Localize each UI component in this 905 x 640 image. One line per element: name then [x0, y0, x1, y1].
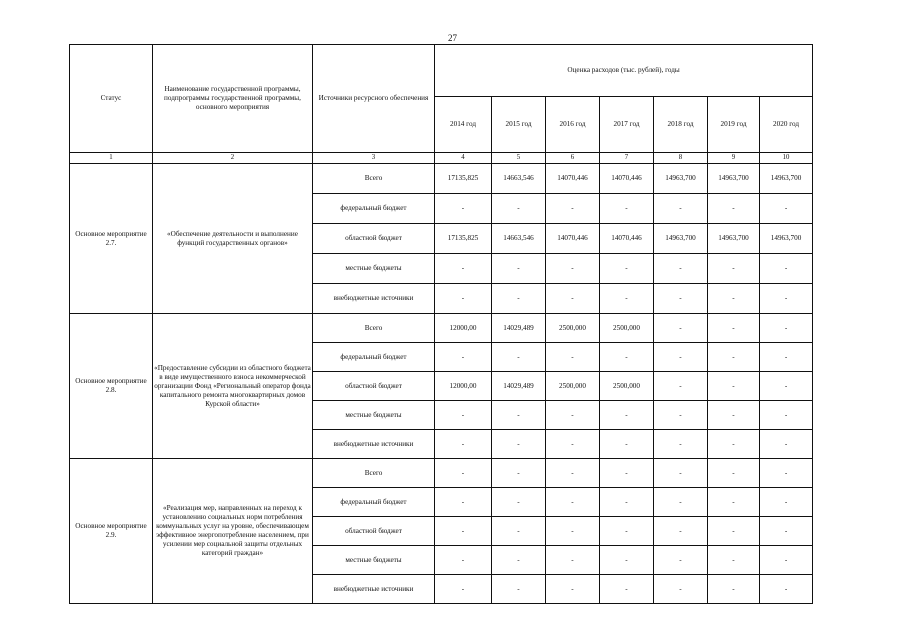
- value-cell: -: [435, 284, 492, 314]
- value-cell: -: [708, 401, 760, 430]
- source-cell: областной бюджет: [313, 372, 435, 401]
- value-cell: -: [654, 254, 708, 284]
- column-number: 1: [70, 153, 153, 164]
- value-cell: -: [654, 284, 708, 314]
- value-cell: -: [492, 343, 546, 372]
- value-cell: -: [435, 546, 492, 575]
- value-cell: 12000,00: [435, 314, 492, 343]
- value-cell: 2500,000: [600, 372, 654, 401]
- value-cell: -: [654, 343, 708, 372]
- column-number: 2: [153, 153, 313, 164]
- value-cell: -: [760, 459, 813, 488]
- column-number: 4: [435, 153, 492, 164]
- status-cell: Основное мероприятие 2.9.: [70, 459, 153, 604]
- source-cell: Всего: [313, 164, 435, 194]
- value-cell: -: [492, 459, 546, 488]
- value-cell: 17135,825: [435, 224, 492, 254]
- value-cell: 14663,546: [492, 164, 546, 194]
- value-cell: -: [708, 194, 760, 224]
- value-cell: 14963,700: [760, 164, 813, 194]
- value-cell: 14963,700: [708, 164, 760, 194]
- source-cell: местные бюджеты: [313, 546, 435, 575]
- source-cell: федеральный бюджет: [313, 343, 435, 372]
- value-cell: -: [435, 517, 492, 546]
- value-cell: -: [600, 343, 654, 372]
- source-cell: областной бюджет: [313, 517, 435, 546]
- header-name: Наименование государственной программы, подпрограммы государственной программы, основного мероприятия: [153, 45, 313, 153]
- value-cell: -: [492, 546, 546, 575]
- value-cell: -: [492, 194, 546, 224]
- value-cell: 2500,000: [546, 372, 600, 401]
- column-number: 5: [492, 153, 546, 164]
- value-cell: -: [600, 430, 654, 459]
- value-cell: -: [546, 343, 600, 372]
- source-cell: федеральный бюджет: [313, 488, 435, 517]
- table-row: [70, 164, 813, 194]
- column-number-row: [70, 153, 813, 164]
- value-cell: 14963,700: [654, 224, 708, 254]
- value-cell: -: [654, 430, 708, 459]
- value-cell: -: [654, 401, 708, 430]
- value-cell: 2500,000: [600, 314, 654, 343]
- value-cell: -: [760, 488, 813, 517]
- activity-name-cell: «Обеспечение деятельности и выполнение функций государственных органов»: [153, 164, 313, 314]
- table-row: [70, 459, 813, 488]
- value-cell: -: [760, 372, 813, 401]
- value-cell: -: [546, 254, 600, 284]
- value-cell: -: [546, 430, 600, 459]
- value-cell: -: [760, 575, 813, 604]
- value-cell: -: [435, 401, 492, 430]
- header-year: 2020 год: [760, 97, 813, 153]
- table-header: [70, 45, 813, 164]
- value-cell: -: [708, 284, 760, 314]
- value-cell: -: [708, 254, 760, 284]
- value-cell: -: [654, 314, 708, 343]
- value-cell: -: [708, 575, 760, 604]
- value-cell: 14029,489: [492, 314, 546, 343]
- page-number: 27: [448, 33, 457, 43]
- value-cell: -: [435, 343, 492, 372]
- value-cell: -: [435, 254, 492, 284]
- value-cell: -: [600, 401, 654, 430]
- value-cell: -: [492, 401, 546, 430]
- value-cell: -: [760, 343, 813, 372]
- value-cell: -: [435, 488, 492, 517]
- value-cell: -: [600, 459, 654, 488]
- value-cell: -: [654, 575, 708, 604]
- table-row: [70, 314, 813, 343]
- value-cell: -: [654, 194, 708, 224]
- status-cell: Основное мероприятие 2.8.: [70, 314, 153, 459]
- value-cell: -: [492, 284, 546, 314]
- value-cell: -: [546, 546, 600, 575]
- value-cell: -: [708, 372, 760, 401]
- header-status: Статус: [70, 45, 153, 153]
- value-cell: -: [492, 488, 546, 517]
- header-year: 2019 год: [708, 97, 760, 153]
- column-number: 9: [708, 153, 760, 164]
- value-cell: 14663,546: [492, 224, 546, 254]
- value-cell: -: [546, 284, 600, 314]
- source-cell: Всего: [313, 314, 435, 343]
- header-year: 2017 год: [600, 97, 654, 153]
- column-number: 10: [760, 153, 813, 164]
- source-cell: местные бюджеты: [313, 254, 435, 284]
- value-cell: -: [708, 343, 760, 372]
- value-cell: 2500,000: [546, 314, 600, 343]
- source-cell: областной бюджет: [313, 224, 435, 254]
- value-cell: -: [708, 488, 760, 517]
- value-cell: -: [760, 314, 813, 343]
- value-cell: -: [492, 254, 546, 284]
- value-cell: -: [708, 546, 760, 575]
- source-cell: внебюджетные источники: [313, 575, 435, 604]
- value-cell: -: [654, 372, 708, 401]
- source-cell: внебюджетные источники: [313, 284, 435, 314]
- value-cell: 17135,825: [435, 164, 492, 194]
- header-year: 2018 год: [654, 97, 708, 153]
- value-cell: -: [654, 459, 708, 488]
- header-estimate: Оценка расходов (тыс. рублей), годы: [435, 45, 813, 97]
- value-cell: -: [600, 488, 654, 517]
- source-cell: местные бюджеты: [313, 401, 435, 430]
- value-cell: -: [492, 575, 546, 604]
- value-cell: -: [760, 430, 813, 459]
- value-cell: -: [654, 546, 708, 575]
- budget-table: [69, 44, 813, 604]
- value-cell: -: [654, 488, 708, 517]
- value-cell: -: [708, 314, 760, 343]
- value-cell: -: [546, 488, 600, 517]
- value-cell: -: [546, 401, 600, 430]
- value-cell: -: [600, 546, 654, 575]
- value-cell: -: [600, 517, 654, 546]
- table-body: [70, 164, 813, 604]
- value-cell: -: [760, 254, 813, 284]
- column-number: 7: [600, 153, 654, 164]
- status-cell: Основное мероприятие 2.7.: [70, 164, 153, 314]
- value-cell: -: [435, 430, 492, 459]
- header-year: 2014 год: [435, 97, 492, 153]
- column-number: 6: [546, 153, 600, 164]
- source-cell: федеральный бюджет: [313, 194, 435, 224]
- source-cell: внебюджетные источники: [313, 430, 435, 459]
- header-year: 2015 год: [492, 97, 546, 153]
- value-cell: -: [600, 284, 654, 314]
- value-cell: 14029,489: [492, 372, 546, 401]
- value-cell: -: [760, 194, 813, 224]
- value-cell: -: [546, 517, 600, 546]
- value-cell: -: [760, 284, 813, 314]
- value-cell: -: [600, 194, 654, 224]
- activity-name-cell: «Предоставление субсидии из областного бюджета в виде имущественного взноса некоммерческой организации Фонд «Региональный оператор фонда капитального ремонта многоквартирных домов Курской области»: [153, 314, 313, 459]
- activity-name-cell: «Реализация мер, направленных на переход к установлению социальных норм потребления коммунальных услуг на уровне, обеспечивающем эффективное энергопотребление населением, при усилении мер социальной защиты отдельных категорий граждан»: [153, 459, 313, 604]
- value-cell: 14070,446: [600, 164, 654, 194]
- value-cell: -: [760, 401, 813, 430]
- value-cell: -: [546, 194, 600, 224]
- value-cell: -: [435, 194, 492, 224]
- header-year: 2016 год: [546, 97, 600, 153]
- value-cell: 14963,700: [654, 164, 708, 194]
- value-cell: 14963,700: [708, 224, 760, 254]
- value-cell: -: [760, 546, 813, 575]
- value-cell: -: [492, 517, 546, 546]
- value-cell: 12000,00: [435, 372, 492, 401]
- value-cell: 14070,446: [600, 224, 654, 254]
- value-cell: -: [600, 575, 654, 604]
- value-cell: -: [435, 575, 492, 604]
- value-cell: -: [708, 517, 760, 546]
- column-number: 8: [654, 153, 708, 164]
- value-cell: -: [654, 517, 708, 546]
- header-sources: Источники ресурсного обеспечения: [313, 45, 435, 153]
- column-number: 3: [313, 153, 435, 164]
- value-cell: -: [708, 459, 760, 488]
- value-cell: -: [546, 575, 600, 604]
- value-cell: -: [708, 430, 760, 459]
- value-cell: -: [435, 459, 492, 488]
- value-cell: 14070,446: [546, 224, 600, 254]
- value-cell: 14070,446: [546, 164, 600, 194]
- value-cell: -: [760, 517, 813, 546]
- source-cell: Всего: [313, 459, 435, 488]
- value-cell: -: [492, 430, 546, 459]
- value-cell: -: [546, 459, 600, 488]
- value-cell: -: [600, 254, 654, 284]
- value-cell: 14963,700: [760, 224, 813, 254]
